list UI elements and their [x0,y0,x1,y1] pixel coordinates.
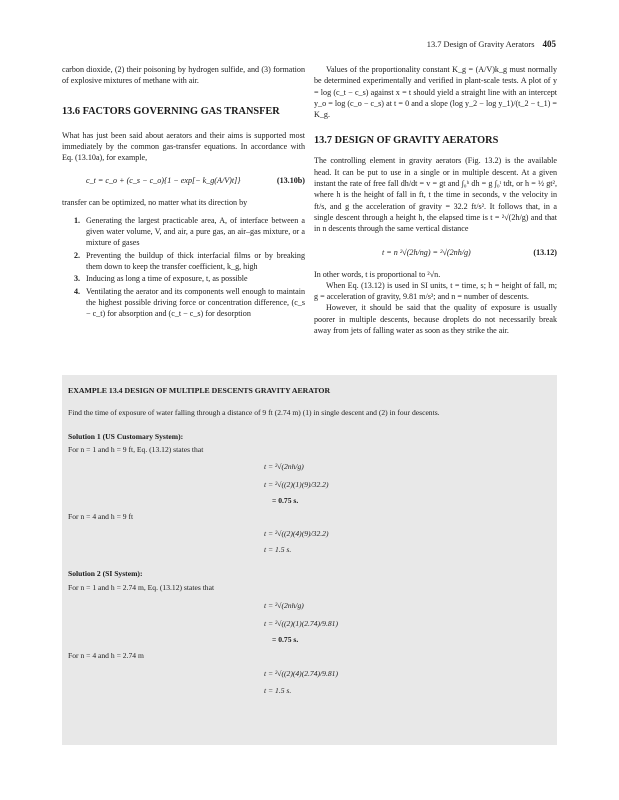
list-item: 2. Preventing the buildup of thick interfacial films or by breaking them down to keep the transfer coefficient, k_g, high [74,250,305,271]
solution-2-heading: Solution 2 (SI System): [68,569,143,578]
paragraph-quality-exposure: However, it should be said that the quality of exposure is usually poorer in multiple descents, because droplets do not necessarily break away from jets of falling water as soon as they strike the air. [314,303,557,336]
list-item: 4. Ventilating the aerator and its components well enough to maintain the highest possible driving force or concentration difference, (c_s − c_t) for absorption and (c_t − c_s) for desorption [74,286,305,319]
running-head [427,39,556,49]
paragraph-proportionality: Values of the proportionality constant K_g = (A/V)k_g must normally be determined experimentally and verified in plant-scale tests. A plot of y = log (c_t − c_s) against x = t should yield a straight line with an intercept y_o = log (c_o − c_s) at t = 0 and a slope (log y_2 − log y_1)/(t_2 − t_1) = K_g. [314,65,557,120]
solution-2-case-2: For n = 4 and h = 2.74 m [68,651,144,660]
section-heading-13-7: 13.7 DESIGN OF GRAVITY AERATORS [314,135,499,147]
equation-13-12 [314,241,557,265]
equation-expression: t = n ²√(2h/ng) = ²√(2nh/g) [382,247,471,257]
equation-tag: (13.10b) [276,176,305,186]
calc-line: t = ²√((2)(1)(9)/32.2) [264,480,329,489]
list-item: 1. Generating the largest practicable area, A, of interface between a given water volume, V, and air, a pure gas, an air–gas mixture, or a mixture of gases [74,215,305,248]
paragraph-si-units: When Eq. (13.12) is used in SI units, t = time, s; h = height of fall, m; g = acceleration of gravity, 9.81 m/s²; and n = number of descents. [314,280,557,302]
calc-line: t = ²√(2nh/g) [264,601,304,610]
paragraph-controlling-element: The controlling element in gravity aerators (Fig. 13.2) is the available head. It can be put to use in a single or in multiple descent. At a given instant the rate of free fall dh/dt = v = gt and ∫₀ʰ dh = g ∫₀ᵗ tdt, or h = ½ gt², where h is the height of fall in ft, t the time in seconds, v the velocity in ft/s, and g the acceleration of gravity = 32.2 ft/s². It follows that, in a single descent through a height h, the elapsed time is t = ²√(2h/g) and that in n descents through the same vertical distance [314,156,557,234]
calc-line: t = ²√((2)(4)(9)/32.2) [264,529,329,538]
calc-result: t = 1.5 s. [264,686,292,695]
right-column [314,64,557,336]
list-item: 3. Inducing as long a time of exposure, t, as possible [74,274,248,284]
calc-line: t = ²√(2nh/g) [264,462,304,471]
solution-1-heading: Solution 1 (US Customary System): [68,432,184,441]
left-column [62,64,305,320]
example-box [62,375,557,745]
calc-result: t = 1.5 s. [264,545,292,554]
equation-tag: (13.12) [533,247,557,257]
solution-2-case-1: For n = 1 and h = 2.74 m, Eq. (13.12) states that [68,583,215,592]
example-problem: Find the time of exposure of water falling through a distance of 9 ft (2.74 m) (1) in single descent and (2) in four descents. [68,408,440,417]
paragraph-proportional: In other words, t is proportional to ²√n. [314,269,441,279]
calc-result: = 0.75 s. [272,496,299,505]
paragraph-gas-transfer: What has just been said about aerators and their aims is supported most immediately by the common gas-transfer equations. In accordance with Eq. (13.10a), for example, [62,130,305,163]
example-title: EXAMPLE 13.4 DESIGN OF MULTIPLE DESCENTS GRAVITY AERATOR [68,386,331,395]
calc-line: t = ²√((2)(4)(2.74)/9.81) [264,669,338,678]
solution-1-case-1: For n = 1 and h = 9 ft, Eq. (13.12) states that [68,445,204,454]
running-head-title: 13.7 Design of Gravity Aerators [426,40,535,49]
paragraph-optimized: transfer can be optimized, no matter what its direction by [62,198,248,208]
solution-1-case-2: For n = 4 and h = 9 ft [68,512,134,521]
page-number: 405 [542,39,556,49]
calc-result: = 0.75 s. [272,635,299,644]
equation-expression: c_t = c_o + (c_s − c_o){1 − exp[− k_g(A/V)t]} [86,176,241,186]
section-heading-13-6: 13.6 FACTORS GOVERNING GAS TRANSFER [62,105,280,117]
factor-list [62,215,305,320]
calc-line: t = ²√((2)(1)(2.74)/9.81) [264,619,338,628]
intro-paragraph: carbon dioxide, (2) their poisoning by hydrogen sulfide, and (3) formation of explosive mixtures of methane with air. [62,65,305,86]
equation-13-10b [62,169,305,193]
